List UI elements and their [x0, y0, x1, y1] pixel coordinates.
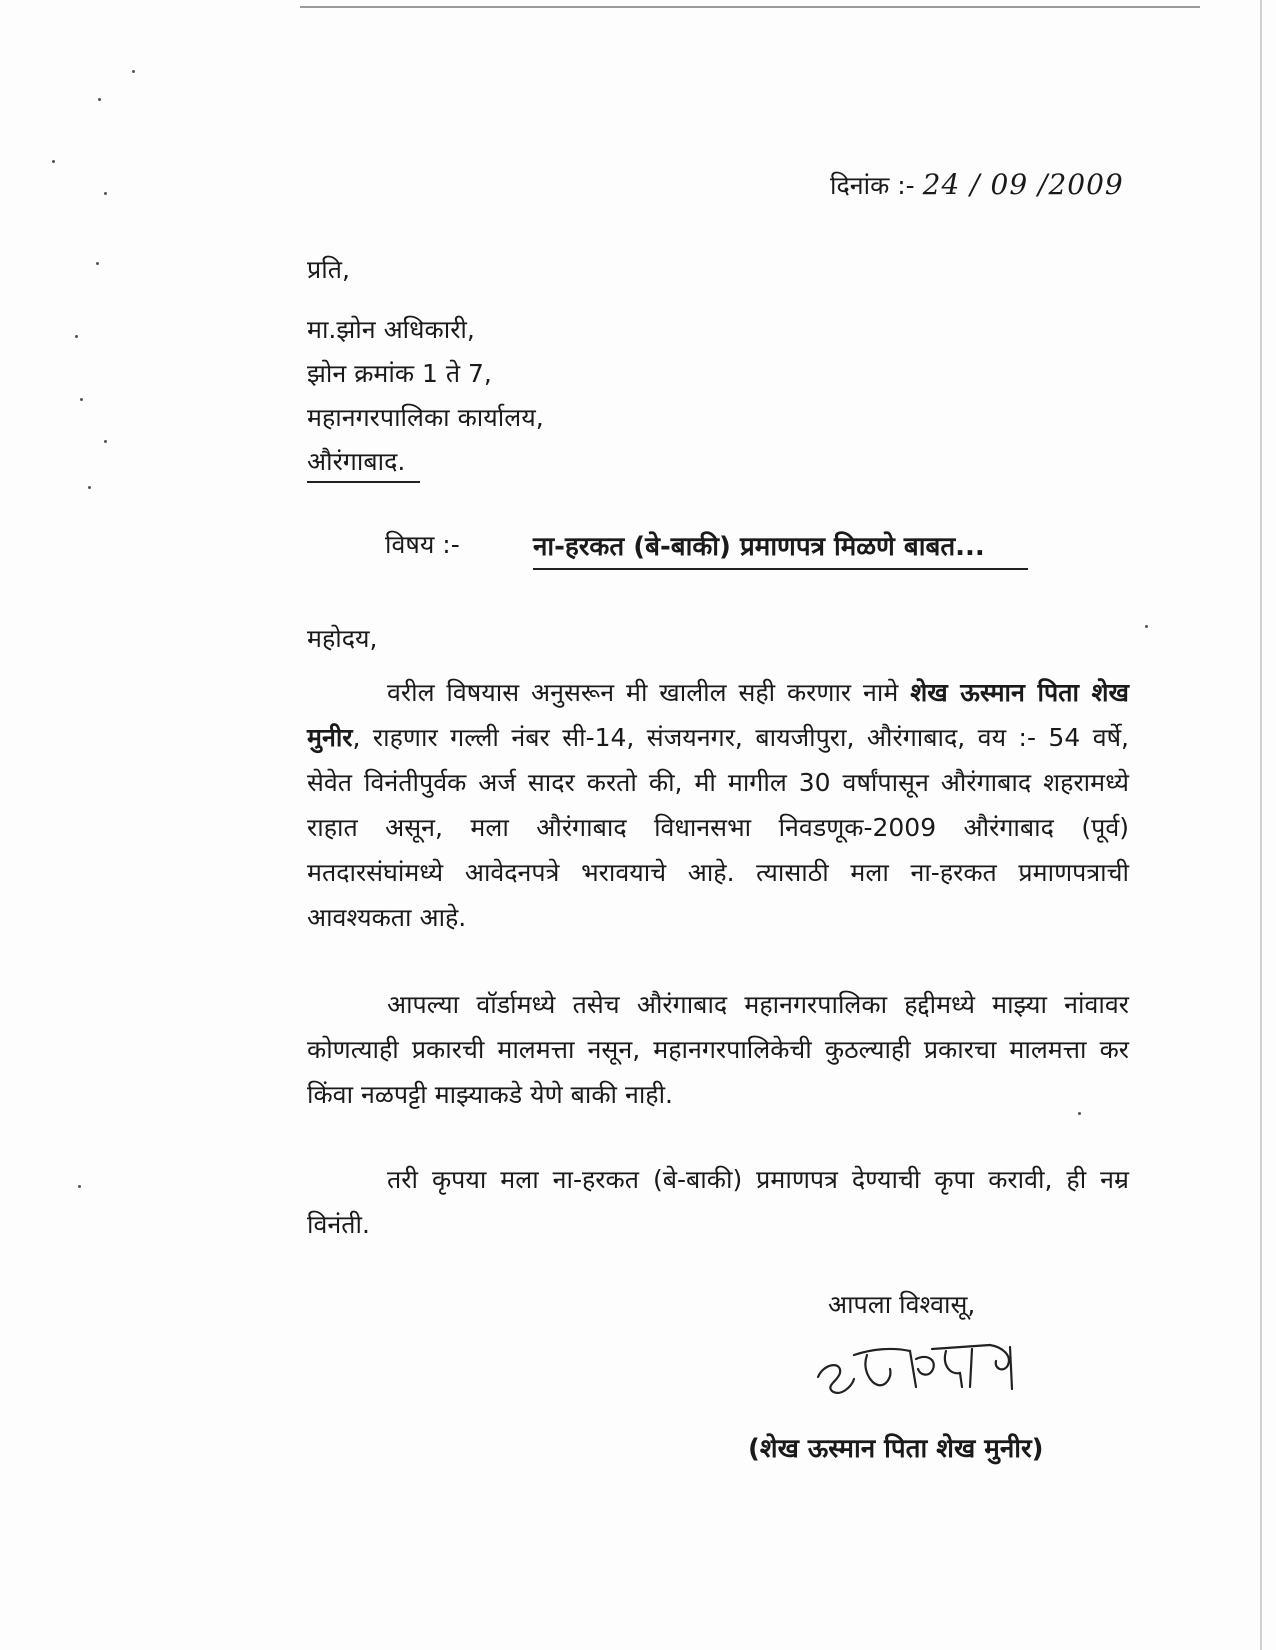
scan-speck [104, 440, 107, 443]
scan-right-edge [1260, 0, 1262, 1650]
recipient-line-3: महानगरपालिका कार्यालय, [307, 403, 544, 432]
scan-speck [96, 262, 99, 265]
scan-speck [52, 160, 55, 163]
scan-speck [132, 70, 135, 73]
sender-name: (शेख ऊस्मान पिता शेख मुनीर) [748, 1434, 1044, 1464]
greeting: महोदय, [307, 624, 378, 653]
scan-speck [88, 486, 91, 489]
para1-lead: वरील विषयास अनुसरून मी खालील सही करणार नामे [387, 678, 911, 707]
subject-text: ना-हरकत (बे-बाकी) प्रमाणपत्र मिळणे बाबत... [533, 532, 985, 562]
recipient-line-1: मा.झोन अधिकारी, [307, 315, 475, 344]
recipient-city-underline [307, 481, 420, 483]
applicant-name: शेख ऊस्मान पिता शेख मुनीर [307, 678, 1129, 752]
scan-speck [80, 398, 83, 401]
date-value: 24 / 09 /2009 [922, 168, 1124, 201]
salutation-to: प्रति, [307, 255, 350, 284]
scan-speck [78, 1185, 81, 1188]
closing: आपला विश्वासू, [828, 1290, 976, 1319]
subject-underline [533, 568, 1028, 570]
scan-speck [75, 335, 78, 338]
body-paragraph-3: तरी कृपया मला ना-हरकत (बे-बाकी) प्रमाणपत्र देण्याची कृपा करावी, ही नम्र विनंती. [307, 1165, 1129, 1239]
recipient-line-2: झोन क्रमांक 1 ते 7, [307, 359, 492, 388]
handwritten-signature [812, 1325, 1042, 1409]
date-line [830, 168, 1124, 203]
scan-speck [98, 98, 101, 101]
scan-speck [1145, 625, 1148, 628]
recipient-line-4: औरंगाबाद. [307, 447, 406, 476]
scan-top-edge [300, 6, 1200, 8]
date-label: दिनांक :- [830, 171, 915, 200]
body-paragraph-2: आपल्या वॉर्डामध्ये तसेच औरंगाबाद महानगरपालिका हद्दीमध्ये माझ्या नांवावर कोणत्याही प्रकारची मालमत्ता नसून, महानगरपालिकेची कुठल्याही प्रकारचा मालमत्ता कर किंवा नळपट्टी माझ्याकडे येणे बाकी नाही. [307, 990, 1129, 1109]
body-paragraph-1 [307, 670, 1129, 940]
scan-speck [104, 192, 107, 195]
subject-label: विषय :- [385, 530, 460, 559]
para1-rest: , राहणार गल्ली नंबर सी-14, संजयनगर, बायजीपुरा, औरंगाबाद, वय :- 54 वर्षे, सेवेत विनंतीपुर्वक अर्ज सादर करतो की, मी मागील 30 वर्षांपासून औरंगाबाद शहरामध्ये राहात असून, मला औरंगाबाद विधानसभा निवडणूक-2009 औरंगाबाद (पूर्व) मतदारसंघांमध्ये आवेदनपत्रे भरावयाचे आहे. त्यासाठी मला ना-हरकत प्रमाणपत्राची आवश्यकता आहे. [307, 723, 1129, 932]
